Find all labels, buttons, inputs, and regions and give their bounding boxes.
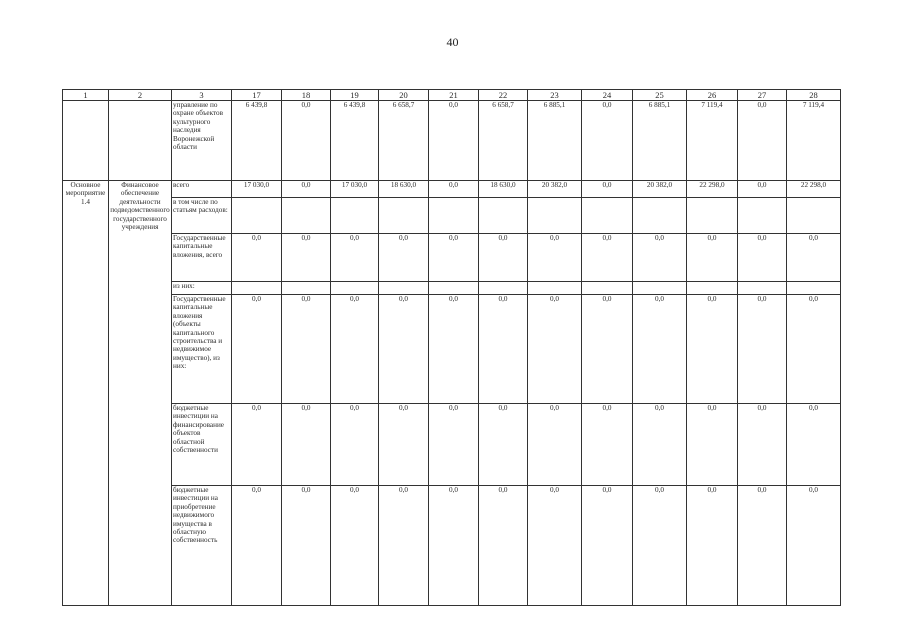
empty-cell (63, 101, 109, 181)
value-cell: 0,0 (582, 101, 633, 181)
table-row (63, 234, 841, 282)
value-cell: 6 885,1 (528, 101, 582, 181)
value-cell: 0,0 (528, 234, 582, 282)
value-cell: 0,0 (582, 295, 633, 404)
table-row (63, 181, 841, 198)
value-cell (787, 198, 841, 234)
value-cell: 0,0 (738, 181, 787, 198)
column-header: 23 (528, 90, 582, 101)
value-cell: 0,0 (582, 181, 633, 198)
value-cell: 6 658,7 (479, 101, 528, 181)
value-cell: 0,0 (738, 234, 787, 282)
value-cell: 0,0 (379, 295, 429, 404)
budget-table (62, 89, 841, 606)
table-row (63, 198, 841, 234)
value-cell: 0,0 (687, 295, 738, 404)
value-cell: 0,0 (282, 295, 331, 404)
value-cell: 0,0 (787, 404, 841, 486)
value-cell (232, 282, 282, 295)
value-cell: 0,0 (479, 295, 528, 404)
column-header: 20 (379, 90, 429, 101)
value-cell (582, 198, 633, 234)
header-row (63, 90, 841, 101)
column-header: 22 (479, 90, 528, 101)
column-header: 26 (687, 90, 738, 101)
value-cell: 7 119,4 (687, 101, 738, 181)
value-cell: 0,0 (633, 295, 687, 404)
value-cell (479, 282, 528, 295)
value-cell: 0,0 (331, 295, 379, 404)
value-cell: 0,0 (582, 486, 633, 606)
table-body (63, 101, 841, 606)
value-cell: 0,0 (687, 404, 738, 486)
value-cell (232, 198, 282, 234)
value-cell (582, 282, 633, 295)
column-header: 3 (172, 90, 232, 101)
column-header: 25 (633, 90, 687, 101)
value-cell: 0,0 (528, 295, 582, 404)
value-cell (687, 198, 738, 234)
value-cell: 6 885,1 (633, 101, 687, 181)
value-cell (331, 198, 379, 234)
row-label: бюджетные инвестиции на финансирование объектов областной собственности (172, 404, 232, 486)
value-cell: 22 298,0 (687, 181, 738, 198)
activity-description: Финансовое обеспечение деятельности подведомственного государственного учреждения (109, 181, 172, 606)
value-cell: 6 658,7 (379, 101, 429, 181)
value-cell: 22 298,0 (787, 181, 841, 198)
value-cell: 0,0 (379, 234, 429, 282)
value-cell (479, 198, 528, 234)
value-cell: 6 439,8 (232, 101, 282, 181)
value-cell: 0,0 (787, 234, 841, 282)
value-cell: 0,0 (528, 486, 582, 606)
value-cell: 0,0 (232, 295, 282, 404)
value-cell: 0,0 (633, 404, 687, 486)
value-cell (331, 282, 379, 295)
value-cell: 0,0 (429, 295, 479, 404)
column-header: 27 (738, 90, 787, 101)
value-cell: 0,0 (429, 234, 479, 282)
column-header: 17 (232, 90, 282, 101)
value-cell: 6 439,8 (331, 101, 379, 181)
value-cell (787, 282, 841, 295)
value-cell: 0,0 (738, 404, 787, 486)
column-header: 18 (282, 90, 331, 101)
value-cell (633, 282, 687, 295)
empty-cell (109, 101, 172, 181)
value-cell: 0,0 (282, 486, 331, 606)
value-cell: 0,0 (582, 404, 633, 486)
value-cell: 0,0 (429, 404, 479, 486)
value-cell (379, 282, 429, 295)
table-row (63, 295, 841, 404)
value-cell: 20 382,0 (633, 181, 687, 198)
row-label: в том числе по статьям расходов: (172, 198, 232, 234)
column-header: 1 (63, 90, 109, 101)
row-label: из них: (172, 282, 232, 295)
value-cell: 0,0 (479, 404, 528, 486)
value-cell: 0,0 (379, 486, 429, 606)
activity-name: Основное мероприятие 1.4 (63, 181, 109, 606)
table-header (63, 90, 841, 101)
value-cell: 0,0 (282, 181, 331, 198)
value-cell: 0,0 (232, 404, 282, 486)
value-cell: 0,0 (787, 486, 841, 606)
value-cell: 0,0 (282, 101, 331, 181)
value-cell (528, 282, 582, 295)
table-row (63, 486, 841, 606)
value-cell (633, 198, 687, 234)
value-cell (429, 198, 479, 234)
value-cell (429, 282, 479, 295)
value-cell: 0,0 (687, 234, 738, 282)
column-header: 24 (582, 90, 633, 101)
table-row (63, 101, 841, 181)
column-header: 2 (109, 90, 172, 101)
value-cell (687, 282, 738, 295)
value-cell: 18 630,0 (479, 181, 528, 198)
value-cell: 0,0 (738, 295, 787, 404)
row-label: Государственные капитальные вложения (объекты капитального строительства и недвижимое имущество), из них: (172, 295, 232, 404)
value-cell: 20 382,0 (528, 181, 582, 198)
value-cell: 0,0 (282, 404, 331, 486)
value-cell: 0,0 (633, 486, 687, 606)
value-cell: 7 119,4 (787, 101, 841, 181)
value-cell: 0,0 (633, 234, 687, 282)
value-cell: 18 630,0 (379, 181, 429, 198)
value-cell: 0,0 (528, 404, 582, 486)
value-cell (282, 198, 331, 234)
page-number: 40 (446, 35, 459, 49)
row-label: бюджетные инвестиции на приобретение недвижимого имущества в областную собственность (172, 486, 232, 606)
value-cell: 0,0 (738, 486, 787, 606)
value-cell: 0,0 (429, 181, 479, 198)
value-cell (738, 198, 787, 234)
column-header: 19 (331, 90, 379, 101)
value-cell: 17 030,0 (232, 181, 282, 198)
value-cell: 17 030,0 (331, 181, 379, 198)
row-label: управление по охране объектов культурного наследия Воронежской области (172, 101, 232, 181)
value-cell: 0,0 (687, 486, 738, 606)
value-cell: 0,0 (582, 234, 633, 282)
column-header: 21 (429, 90, 479, 101)
value-cell: 0,0 (479, 234, 528, 282)
value-cell: 0,0 (429, 101, 479, 181)
value-cell: 0,0 (331, 404, 379, 486)
value-cell: 0,0 (787, 295, 841, 404)
value-cell: 0,0 (331, 234, 379, 282)
column-header: 28 (787, 90, 841, 101)
value-cell (738, 282, 787, 295)
value-cell: 0,0 (282, 234, 331, 282)
row-label: Государственные капитальные вложения, всего (172, 234, 232, 282)
value-cell: 0,0 (331, 486, 379, 606)
value-cell (282, 282, 331, 295)
row-label: всего (172, 181, 232, 198)
value-cell: 0,0 (232, 486, 282, 606)
value-cell: 0,0 (738, 101, 787, 181)
value-cell (379, 198, 429, 234)
value-cell: 0,0 (479, 486, 528, 606)
table-row (63, 282, 841, 295)
table-row (63, 404, 841, 486)
value-cell: 0,0 (429, 486, 479, 606)
value-cell: 0,0 (379, 404, 429, 486)
value-cell (528, 198, 582, 234)
value-cell: 0,0 (232, 234, 282, 282)
